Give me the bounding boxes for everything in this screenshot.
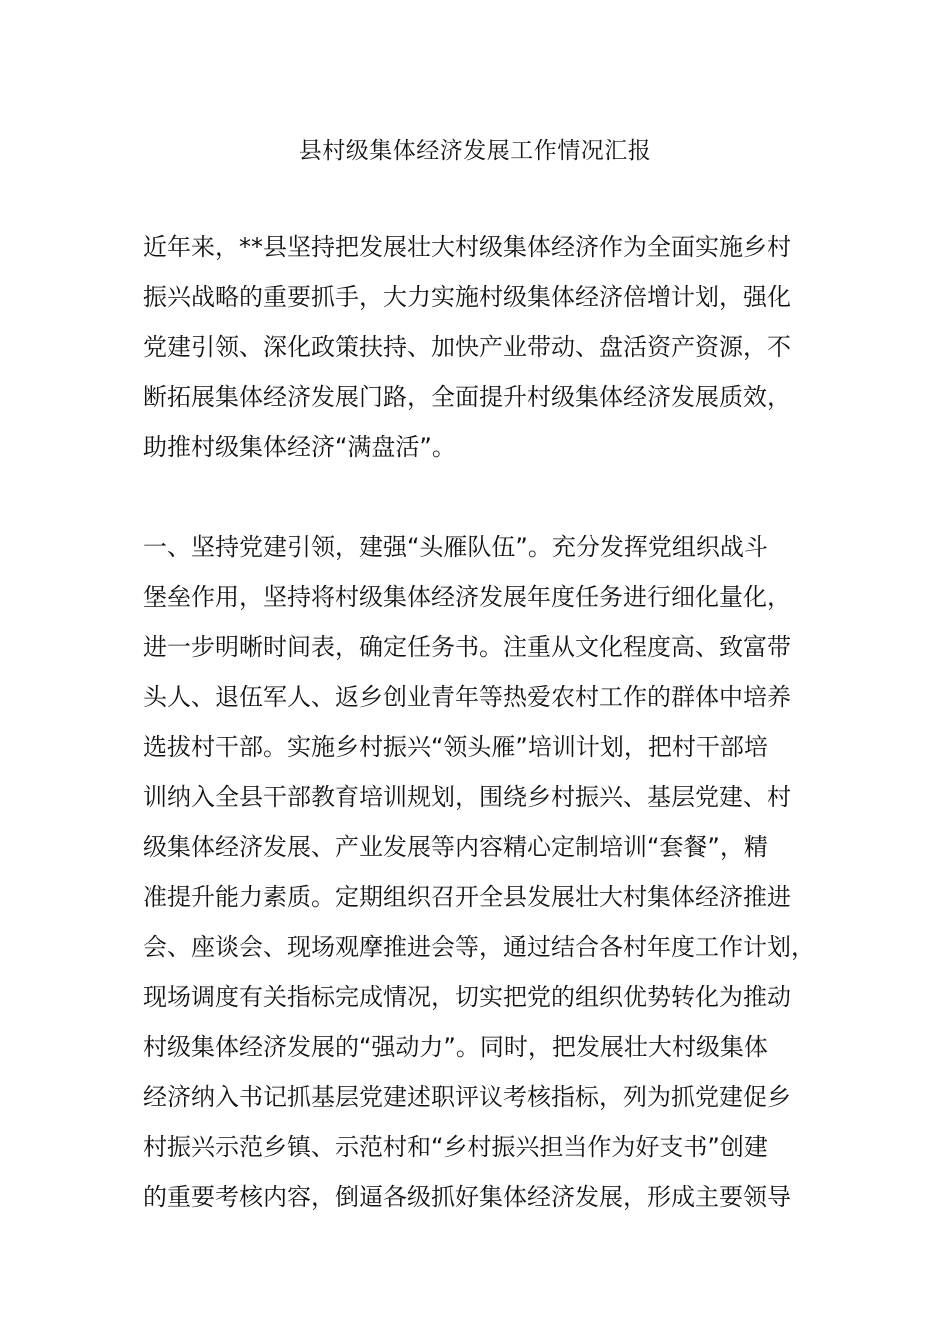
text-line: 村级集体经济发展的“强动力”。同时，把发展壮大村级集体	[143, 1033, 768, 1061]
text-line: 振兴战略的重要抓手，大力实施村级集体经济倍增计划，强化	[143, 283, 791, 311]
text-line: 会、座谈会、现场观摩推进会等，通过结合各村年度工作计划，	[143, 933, 815, 961]
text-line: 级集体经济发展、产业发展等内容精心定制培训“套餐”，精	[143, 833, 768, 861]
text-line: 助推村级集体经济“满盘活”。	[143, 433, 456, 461]
text-line: 党建引领、深化政策扶持、加快产业带动、盘活资产资源，不	[143, 333, 791, 361]
text-line: 训纳入全县干部教育培训规划，围绕乡村振兴、基层党建、村	[143, 783, 791, 811]
text-line: 进一步明晰时间表，确定任务书。注重从文化程度高、致富带	[143, 633, 791, 661]
document-title: 县村级集体经济发展工作情况汇报	[298, 138, 652, 164]
text-line: 堡垒作用，坚持将村级集体经济发展年度任务进行细化量化，	[143, 583, 791, 611]
text-line: 经济纳入书记抓基层党建述职评议考核指标，列为抓党建促乡	[143, 1083, 791, 1111]
text-line: 村振兴示范乡镇、示范村和“乡村振兴担当作为好支书”创建	[143, 1133, 768, 1161]
text-line: 的重要考核内容，倒逼各级抓好集体经济发展，形成主要领导	[143, 1183, 791, 1211]
text-line: 头人、退伍军人、返乡创业青年等热爱农村工作的群体中培养	[143, 683, 791, 711]
paragraph-intro	[143, 222, 833, 472]
text-line: 准提升能力素质。定期组织召开全县发展壮大村集体经济推进	[143, 883, 791, 911]
paragraph-section-one	[143, 522, 833, 1222]
text-line: 现场调度有关指标完成情况，切实把党的组织优势转化为推动	[143, 983, 791, 1011]
text-line: 选拔村干部。实施乡村振兴“领头雁”培训计划，把村干部培	[143, 733, 768, 761]
text-line: 断拓展集体经济发展门路，全面提升村级集体经济发展质效，	[143, 383, 791, 411]
text-line: 一、坚持党建引领，建强“头雁队伍”。充分发挥党组织战斗	[143, 533, 768, 561]
text-line: 近年来，**县坚持把发展壮大村级集体经济作为全面实施乡村	[143, 233, 791, 261]
